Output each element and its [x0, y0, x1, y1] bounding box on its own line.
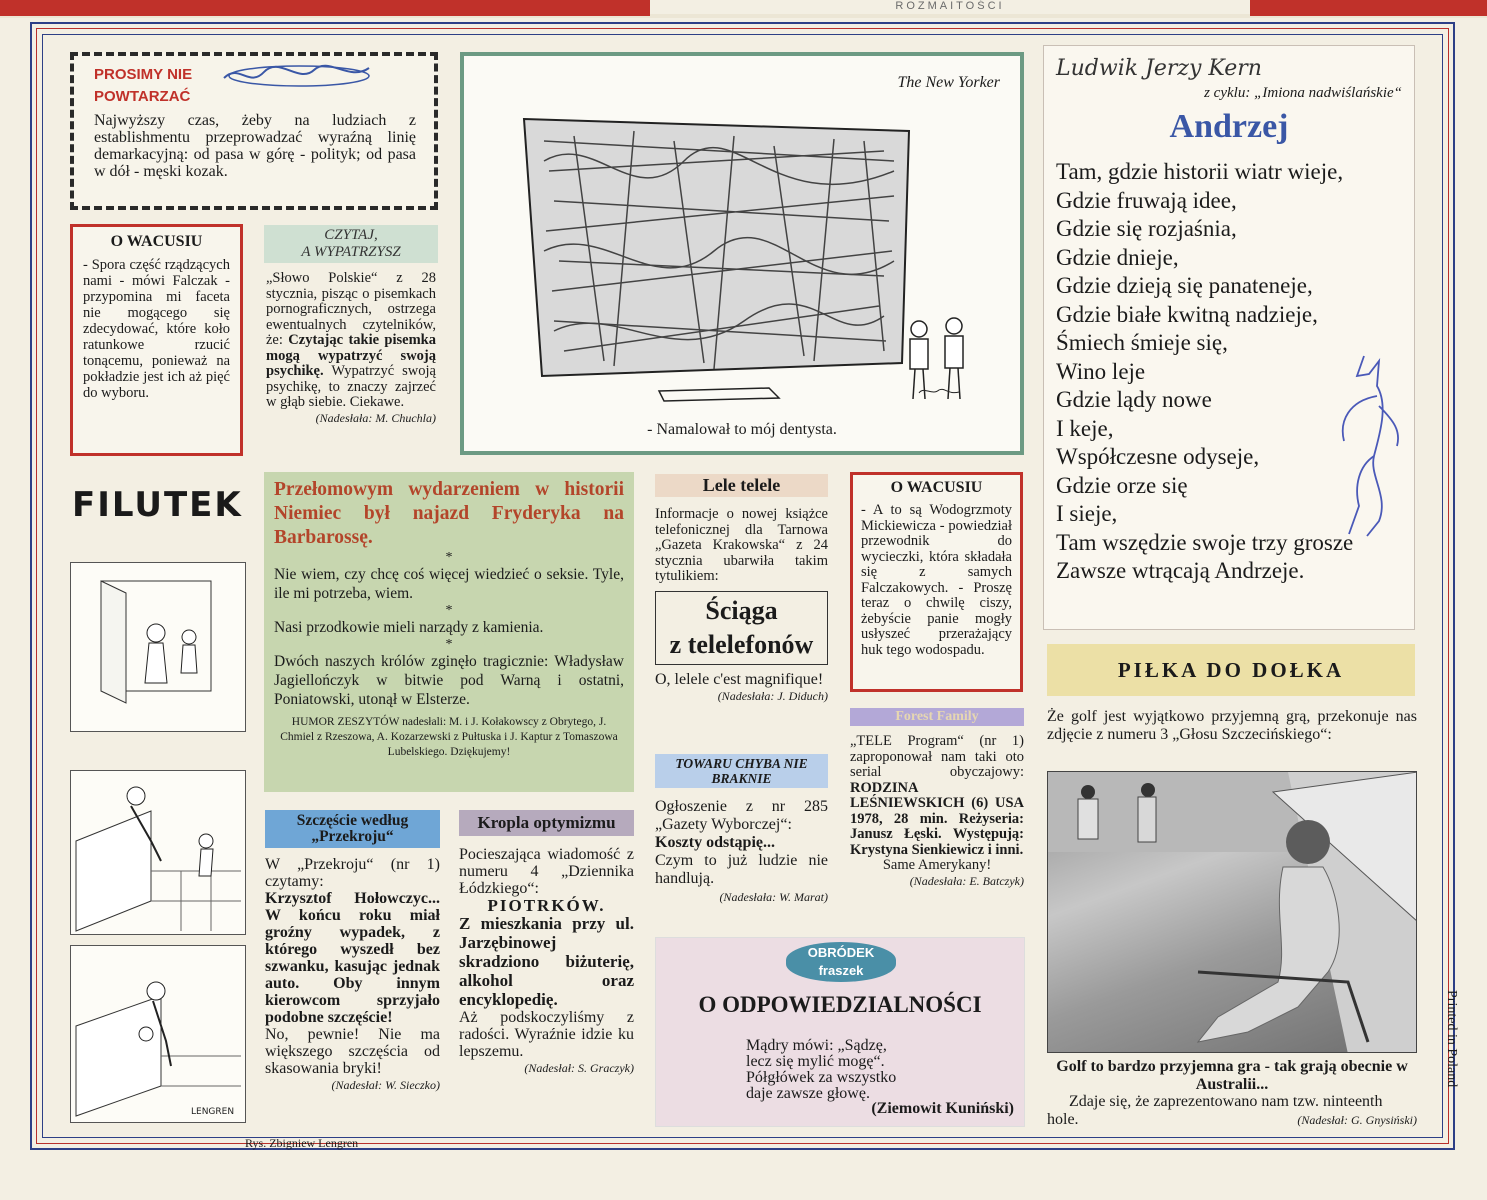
szczescie-title: Szczęście według „Przekroju“: [265, 810, 440, 848]
forest-signature: (Nadesłała: E. Batczyk): [909, 873, 1024, 888]
kropla-signature: (Nadesłał: S. Graczyk): [524, 1061, 634, 1075]
przel-footer: HUMOR ZESZYTÓW nadesłali: M. i J. Kołakowscy z Obrytego, J. Chmiel z Rzeszowa, A. Kozarzewski z Pułtuska i J. Kaptur z Tomaszowa Lubelskiego. Dziękujemy!: [280, 716, 618, 758]
wacusiu-text-2: - A to są Wodogrzmoty Mickiewicza - powiedział przewodnik do wycieczki, która składała się z samych Falczakowych. - Proszę teraz o chwilę ciszy, żebyście panie mogły usłyszeć przerażający huk tego wodospadu.: [861, 502, 1012, 658]
poem-line: Wino leje: [1056, 358, 1146, 384]
masthead: ROZMAITOŚCI: [650, 0, 1250, 14]
czytaj-header: [264, 225, 438, 263]
obrodek-line: Półgłówek za wszystko: [746, 1069, 897, 1086]
comic-panel-1: [70, 562, 246, 732]
lele-text: Informacje o nowej książce telefonicznej dla Tarnowa „Gazeta Krakowska“ z 24 stycznia ubarwiła takim tytulikiem:: [655, 506, 828, 584]
obrodek-badge-2: fraszek: [818, 963, 864, 978]
kropla-bold-head: PIOTRKÓW.: [487, 896, 606, 915]
pilka-caption: [1047, 1058, 1417, 1130]
comic-drawing-2: [71, 771, 247, 936]
wacusiu-title-1: O WACUSIU: [110, 233, 203, 250]
poem-line: Gdzie orze się: [1056, 472, 1188, 498]
star-divider: *: [445, 603, 453, 618]
poem-line: Współczesne odyseje,: [1056, 444, 1260, 469]
czytaj-bold: Czytając takie pisemka mogą wypatrzyć swoją psychikę.: [266, 332, 436, 379]
kropla-title: Kropla optymizmu: [459, 810, 634, 836]
humor-zeszytow-box: [264, 472, 634, 792]
lele-headline-frame: [655, 591, 828, 665]
cartoon-drawing: [514, 101, 984, 406]
kropla-body: [459, 836, 634, 1077]
czytaj-text2: Wypatrzyć swoją psychikę, to znaczy zajrzeć w głąb siebie. Ciekawe.: [266, 363, 436, 410]
poem-line: I keje,: [1056, 415, 1114, 441]
poem-line: Gdzie dzieją się panateneje,: [1056, 273, 1313, 298]
obrodek-box: [655, 937, 1025, 1127]
top-red-bar-right: [1250, 0, 1487, 16]
obrodek-line: Mądry mówi: „Sądzę,: [746, 1037, 887, 1054]
svg-text:LENGREN: LENGREN: [191, 1107, 235, 1117]
forest-title: Forest Family: [850, 708, 1024, 726]
forest-text: „TELE Program“ (nr 1) zaproponował nam taki oto serial obyczajowy:: [850, 733, 1024, 780]
lele-title: Lele telele: [655, 474, 828, 497]
czytaj-title-2: A WYPATRZYSZ: [301, 244, 401, 260]
wacusiu-text-1: - Spora część rządzących nami - mówi Falczak - przypomina mi faceta nie mogącego się zdecydować, które koło ratunkowe rzucić tonącemu, ponieważ na pokładzie jest ich aż pięć do wyboru.: [83, 257, 230, 401]
pilka-text2: Zdaje się, że zaprezentowano nam tzw. ninteenth hole.: [1047, 1093, 1383, 1128]
kropla-text2: Aż podskoczyliśmy z radości. Wyraźnie idzie ku lepszemu.: [459, 1009, 634, 1060]
obrodek-author: (Ziemowit Kuniński): [871, 1100, 1014, 1117]
forest-text2: Same Amerykany!: [882, 857, 992, 873]
szczescie-column: [265, 810, 440, 1130]
poem-line: Gdzie lądy nowe: [1056, 387, 1212, 412]
przel-paragraph-3: Dwóch naszych królów zginęło tragicznie: Władysław Jagiellończyk w bitwie pod Warną i ostatni, Poniatowski, utonął w Elsterze.: [274, 653, 624, 708]
przel-paragraph-2: Nasi przodkowie mieli narządy z kamienia.: [274, 619, 544, 636]
golf-photo: [1047, 771, 1417, 1053]
forest-family-column: [850, 708, 1024, 928]
czytaj-column: [264, 225, 438, 460]
forest-bold: RODZINA LEŚNIEWSKICH (6) USA 1978, 28 min. Reżyseria: Janusz Łęski. Występują: Krystyna Sienkiewicz i inni.: [850, 779, 1024, 858]
cartoon-source: The New Yorker: [897, 74, 1000, 91]
poem-line: Śmiech śmieje się,: [1056, 330, 1228, 355]
przel-paragraph-1: Nie wiem, czy chcę coś więcej wiedzieć o seksie. Tyle, ile mi potrzeba, wiem.: [274, 566, 624, 602]
lele-frame-line-1: Ściąga: [705, 595, 778, 625]
golf-photo-drawing: [1048, 772, 1417, 1053]
comic-drawing-3: [71, 946, 247, 1124]
figure-sketch-icon: [1319, 346, 1409, 546]
szczescie-signature: (Nadesłał: W. Sieczko): [331, 1078, 440, 1092]
poem-line: Gdzie się rozjaśnia,: [1056, 216, 1237, 241]
pilka-text: Że golf jest wyjątkowo przyjemną grą, przekonuje nas zdjęcie z numeru 3 „Głosu Szczecińskiego“:: [1047, 708, 1417, 743]
poem-line: Zawsze wtrącają Andrzeje.: [1056, 558, 1305, 583]
towaru-text: Ogłoszenie z nr 285 „Gazety Wyborczej“:: [655, 798, 828, 833]
prosimy-text: Najwyższy czas, żeby na ludziach z establishmentu przeprowadzać wyraźną linię demarkacyjną: od pasa w górę - polityk; od pasa w dół - męski kozak.: [94, 112, 416, 180]
towaru-title: TOWARU CHYBA NIE BRAKNIE: [655, 754, 828, 788]
szczescie-body: [265, 848, 440, 1094]
pilka-bold: Golf to bardzo przyjemna gra - tak grają obecnie w Australii...: [1056, 1058, 1408, 1093]
comic-panel-2: [70, 770, 246, 935]
szczescie-bold: Krzysztof Hołowczyc... W końcu roku miał groźny wypadek, z którego wyszedł bez szwanku, kasując jednak auto. Oby innym kierowcom sprzyjało podobne szczęście!: [265, 890, 440, 1026]
cartoon-caption: - Namalował to mój dentysta.: [647, 421, 837, 438]
illustration-credit: Rys. Zbigniew Lengren: [245, 1136, 359, 1150]
lele-text2: O, lelele c'est magnifique!: [655, 670, 824, 688]
kropla-bold: Z mieszkania przy ul. Jarzębinowej skradziono biżuterię, alkohol oraz encyklopedię.: [459, 914, 634, 1009]
czytaj-title-1: CZYTAJ,: [324, 227, 378, 243]
lele-frame-line-2: z telelefonów: [669, 629, 814, 659]
wacusiu-box-1: [70, 224, 243, 456]
czytaj-text: „Słowo Polskie“ z 28 stycznia, pisząc o pisemkach pornograficznych, ostrzega ewentualnych czytelników, że:: [266, 270, 436, 348]
poem-line: Tam, gdzie historii wiatr wieje,: [1056, 159, 1344, 184]
towaru-text2: Czym to już ludzie nie handlują.: [655, 852, 828, 887]
poem-title: Andrzej: [1169, 108, 1289, 145]
signature-scribble-icon: [219, 58, 379, 94]
czytaj-body: [264, 263, 438, 426]
obrodek-line: lecz się mylić mogę“.: [746, 1053, 885, 1070]
pilka-signature: (Nadesłał: G. Gnysiński): [1297, 1113, 1417, 1127]
kern-poem-box: [1043, 45, 1415, 630]
star-divider: *: [445, 637, 453, 652]
forest-body: [850, 726, 1024, 889]
obrodek-title: O ODPOWIEDZIALNOŚCI: [698, 992, 982, 1017]
filutek-title: FILUTEK: [72, 485, 243, 525]
kropla-column: [459, 810, 634, 1130]
cartoon-box: [460, 52, 1024, 455]
szczescie-text2: No, pewnie! Nie ma większego szczęścia od skasowania bryki!: [265, 1026, 440, 1077]
towaru-body: [655, 788, 828, 906]
top-strip: [0, 0, 1487, 18]
kropla-text: Pocieszająca wiadomość z numeru 4 „Dziennika Łódzkiego“:: [459, 846, 634, 897]
poem-line: Gdzie białe kwitną nadzieje,: [1056, 301, 1318, 327]
poem-line: Gdzie dnieje,: [1056, 244, 1179, 270]
obrodek-line: daje zawsze głowę.: [746, 1085, 870, 1102]
top-red-bar: [0, 0, 650, 16]
przel-headline: Przełomowym wydarzeniem w historii Niemiec był najazd Fryderyka na Barbarossę.: [274, 479, 624, 548]
star-divider: *: [445, 550, 453, 565]
lele-body: [655, 497, 828, 704]
wacusiu-title-2: O WACUSIU: [890, 479, 983, 496]
poem-cycle: z cyklu: „Imiona nadwiślańskie“: [1204, 85, 1402, 101]
poem-line: Gdzie fruwają idee,: [1056, 187, 1237, 213]
pilka-title: PIŁKA DO DOŁKA: [1047, 644, 1415, 696]
comic-panel-3: [70, 945, 246, 1123]
obrodek-badge-1: OBRÓDEK: [807, 945, 875, 960]
lele-signature: (Nadesłała: J. Diduch): [717, 688, 828, 703]
wacusiu-box-2: [850, 472, 1023, 692]
printed-in-poland: Printed in Poland: [1444, 990, 1459, 1088]
szczescie-text: W „Przekroju“ (nr 1) czytamy:: [265, 856, 440, 890]
towaru-bold: Koszty odstąpię...: [655, 834, 775, 851]
comic-drawing-1: [71, 563, 247, 733]
towaru-column: [655, 754, 828, 924]
obrodek-badge: [786, 942, 896, 982]
obrodek-poem: [746, 1038, 896, 1102]
prosimy-title: PROSIMY NIE POWTARZAĆ: [94, 66, 193, 105]
czytaj-signature: (Nadesłała: M. Chuchla): [315, 410, 436, 425]
poem-line: I sieje,: [1056, 501, 1118, 526]
prosimy-box: [70, 52, 438, 210]
poem-author: Ludwik Jerzy Kern: [1056, 56, 1262, 81]
lele-column: [655, 474, 828, 742]
towaru-signature: (Nadesłała: W. Marat): [719, 890, 828, 904]
poem-line: Tam wszędzie swoje trzy grosze: [1056, 529, 1354, 555]
